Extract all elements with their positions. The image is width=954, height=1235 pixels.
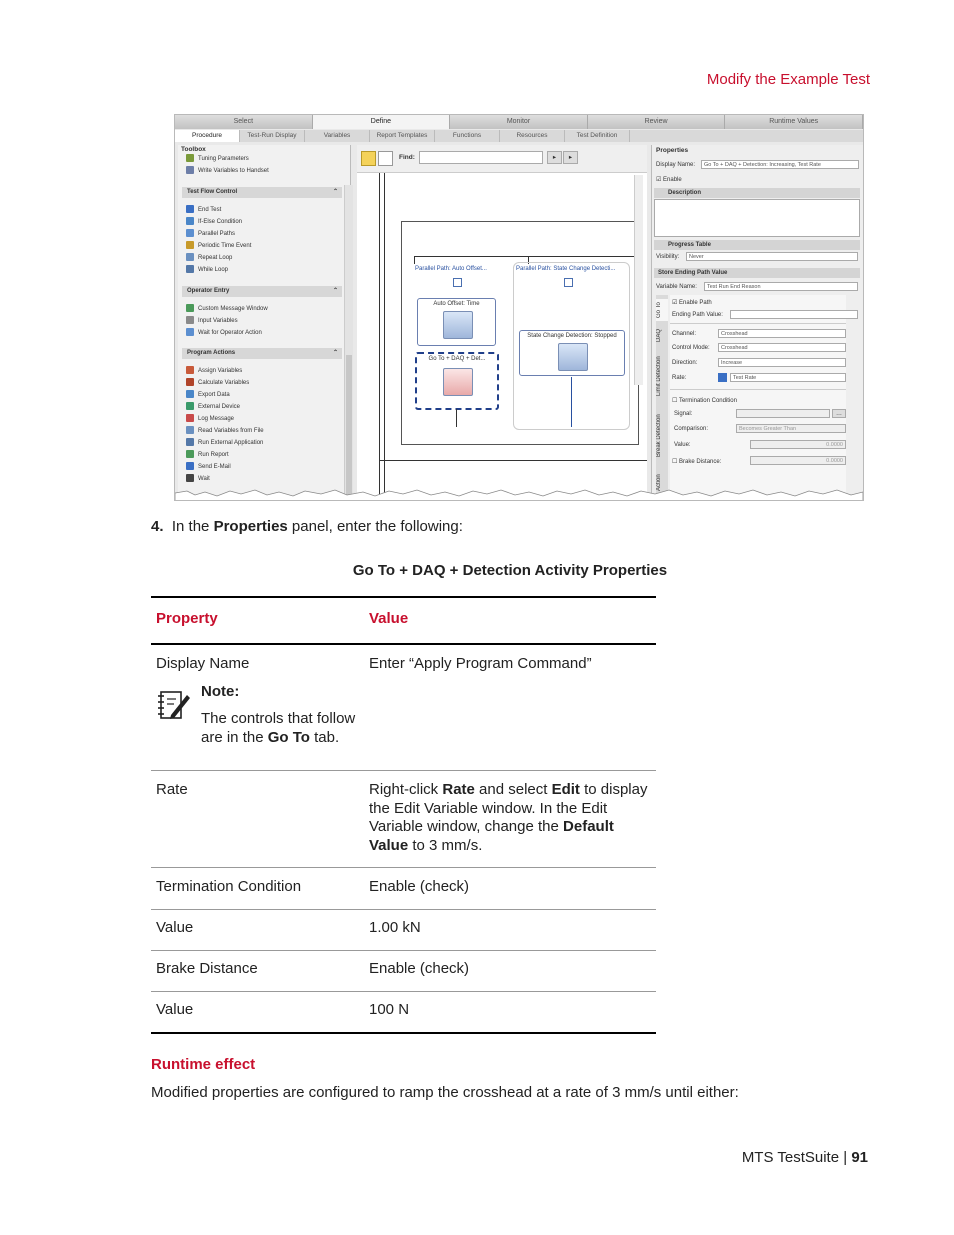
- visibility-select[interactable]: Never: [686, 252, 858, 261]
- flow-view-icon[interactable]: [361, 151, 376, 166]
- tab-functions[interactable]: Functions: [435, 130, 500, 142]
- toolbox-item[interactable]: Send E-Mail: [186, 462, 231, 473]
- tab-variables[interactable]: Variables: [305, 130, 370, 142]
- table-cell: Right-click Rate and select Edit to display the Edit Variable window. In the Edit Variable window, change the Default Value to 3 mm/s.: [369, 781, 648, 854]
- parallel-path-label: Parallel Path: Auto Offset...: [415, 266, 487, 272]
- section-program-actions[interactable]: Program Actions ⌃: [182, 348, 342, 359]
- section-test-flow-control[interactable]: Test Flow Control ⌃: [182, 187, 342, 198]
- calculate-icon: [186, 378, 194, 386]
- variable-name-label: Variable Name:: [656, 284, 697, 290]
- signal-label: Signal:: [674, 411, 693, 417]
- page-footer: MTS TestSuite | 91: [741, 1149, 868, 1166]
- toolbox-item[interactable]: Wait: [186, 474, 210, 485]
- runtime-effect-text: Modified properties are configured to ramp the crosshead at a rate of 3 mm/s until either:: [151, 1084, 739, 1101]
- find-label: Find:: [399, 154, 415, 161]
- control-mode-label: Control Mode:: [672, 345, 710, 351]
- tab-test-run-display[interactable]: Test-Run Display: [240, 130, 305, 142]
- activity-state-change[interactable]: State Change Detection: Stopped: [519, 330, 625, 376]
- rate-label: Rate:: [672, 375, 687, 381]
- export-icon: [186, 390, 194, 398]
- table-caption: Go To + DAQ + Detection Activity Properties: [352, 562, 668, 579]
- toolbox-title: Toolbox: [181, 146, 206, 153]
- ending-path-select[interactable]: [730, 310, 858, 319]
- note-icon: [157, 687, 191, 721]
- section-operator-entry[interactable]: Operator Entry ⌃: [182, 286, 342, 297]
- browse-button[interactable]: …: [832, 409, 846, 418]
- table-cell: 100 N: [369, 1001, 410, 1018]
- find-input[interactable]: [419, 151, 543, 164]
- find-next-icon[interactable]: ▸: [547, 151, 562, 164]
- properties-title: Properties: [656, 147, 689, 154]
- log-message-icon: [186, 414, 194, 422]
- input-variables-icon: [186, 316, 194, 324]
- run-app-icon: [186, 438, 194, 446]
- toolbox-item[interactable]: Export Data: [186, 390, 230, 401]
- rate-select[interactable]: Test Rate: [730, 373, 846, 382]
- toolbox-item[interactable]: Periodic Time Event: [186, 241, 251, 252]
- list-view-icon[interactable]: [378, 151, 393, 166]
- toolbox-item[interactable]: End Test: [186, 205, 221, 216]
- activity-go-to-daq[interactable]: Go To + DAQ + Det...: [415, 352, 499, 410]
- variable-name-select[interactable]: Test Run End Reason: [704, 282, 858, 291]
- end-test-icon: [186, 205, 194, 213]
- description-input[interactable]: [654, 199, 860, 237]
- table-cell: Value: [156, 1001, 194, 1018]
- value-label: Value:: [674, 442, 691, 448]
- toolbox-item[interactable]: Read Variables from File: [186, 426, 264, 437]
- read-file-icon: [186, 426, 194, 434]
- table-cell: Value: [156, 919, 194, 936]
- table-cell: Enable (check): [369, 878, 470, 895]
- tab-review[interactable]: Review: [588, 115, 726, 129]
- note-text: The controls that follow are in the Go To tab.: [201, 710, 356, 746]
- if-else-icon: [186, 217, 194, 225]
- vtab-daq[interactable]: DAQ: [656, 328, 662, 342]
- control-mode-select[interactable]: Crosshead: [718, 343, 846, 352]
- channel-label: Channel:: [672, 331, 697, 337]
- vtab-break-detection[interactable]: Break Detection: [656, 414, 662, 458]
- find-prev-icon[interactable]: ▸: [563, 151, 578, 164]
- tab-select[interactable]: Select: [175, 115, 313, 129]
- signal-select[interactable]: [736, 409, 830, 418]
- comparison-label: Comparison:: [674, 426, 709, 432]
- toolbox-item[interactable]: Parallel Paths: [186, 229, 235, 240]
- brake-distance-checkbox[interactable]: ☐ Brake Distance:: [672, 459, 722, 465]
- wait-icon: [186, 474, 194, 482]
- value-input[interactable]: 0.0000: [750, 440, 846, 449]
- canvas-scrollbar[interactable]: [634, 175, 643, 385]
- toolbox-item[interactable]: Write Variables to Handset: [186, 166, 269, 177]
- vtab-go-to[interactable]: Go To: [656, 299, 668, 321]
- table-cell: Brake Distance: [156, 960, 258, 977]
- toolbox-item[interactable]: Run External Application: [186, 438, 263, 449]
- brake-distance-input[interactable]: 0.0000: [750, 456, 846, 465]
- go-to-icon: [443, 368, 473, 396]
- step-4: 4. In the Properties panel, enter the following:: [151, 518, 463, 535]
- tab-define[interactable]: Define: [313, 115, 451, 129]
- toolbox-item[interactable]: If-Else Condition: [186, 217, 242, 228]
- tab-test-definition[interactable]: Test Definition: [565, 130, 630, 142]
- expand-icon[interactable]: [453, 278, 462, 287]
- expand-icon[interactable]: [564, 278, 573, 287]
- external-device-icon: [186, 402, 194, 410]
- collapse-icon[interactable]: ⌃: [332, 350, 338, 356]
- collapse-icon[interactable]: ⌃: [332, 189, 338, 195]
- column-header-value: Value: [369, 610, 409, 627]
- toolbox-item[interactable]: Wait for Operator Action: [186, 328, 262, 339]
- toolbox-item[interactable]: Tuning Parameters: [186, 154, 249, 165]
- toolbox-scrollbar[interactable]: [344, 185, 353, 500]
- runtime-effect-heading: Runtime effect: [151, 1056, 256, 1073]
- toolbox-panel: [178, 145, 351, 500]
- termination-checkbox[interactable]: ☐ Termination Condition: [672, 398, 737, 404]
- toolbox-item[interactable]: Run Report: [186, 450, 229, 461]
- auto-offset-icon: [443, 311, 473, 339]
- tab-resources[interactable]: Resources: [500, 130, 565, 142]
- run-report-icon: [186, 450, 194, 458]
- toolbox-item[interactable]: Custom Message Window: [186, 304, 268, 315]
- scroll-thumb[interactable]: [346, 355, 352, 501]
- table-cell: Termination Condition: [156, 878, 302, 895]
- toolbox-item[interactable]: Calculate Variables: [186, 378, 249, 389]
- handset-icon: [186, 166, 194, 174]
- toolbox-item[interactable]: Input Variables: [186, 316, 238, 327]
- display-name-label: Display Name:: [656, 162, 696, 168]
- activity-auto-offset[interactable]: Auto Offset: Time: [417, 298, 496, 346]
- vertical-tabs: [656, 295, 668, 500]
- ending-path-label: Ending Path Value:: [672, 312, 723, 318]
- enable-checkbox[interactable]: ☑ Enable: [656, 177, 682, 183]
- main-tabs: [175, 115, 863, 129]
- procedure-canvas[interactable]: [357, 145, 647, 500]
- enable-path-checkbox[interactable]: ☑ Enable Path: [672, 300, 712, 306]
- table-cell: Enable (check): [369, 960, 470, 977]
- channel-select[interactable]: Crosshead: [718, 329, 846, 338]
- table-cell: Rate: [156, 781, 188, 798]
- display-name-input[interactable]: Go To + DAQ + Detection: Increasing, Test Rate: [701, 160, 859, 169]
- note-title: Note:: [201, 683, 240, 700]
- section-title: Modify the Example Test: [706, 71, 870, 88]
- vtab-action[interactable]: Action: [656, 474, 662, 492]
- toolbox-item[interactable]: Log Message: [186, 414, 234, 425]
- properties-panel: [651, 145, 864, 500]
- column-header-property: Property: [156, 610, 218, 627]
- parallel-paths-icon: [186, 229, 194, 237]
- go-to-tab-content: [670, 295, 846, 500]
- tab-report-templates[interactable]: Report Templates: [370, 130, 435, 142]
- flow-diagram: [401, 221, 639, 445]
- torn-edge: [175, 488, 863, 501]
- toolbox-item[interactable]: External Device: [186, 402, 240, 413]
- variable-icon[interactable]: [718, 373, 727, 382]
- direction-select[interactable]: Increase: [718, 358, 846, 367]
- store-ending-path-header: Store Ending Path Value: [654, 268, 860, 278]
- toolbox-item[interactable]: Repeat Loop: [186, 253, 232, 264]
- comparison-select[interactable]: Becomes Greater Than: [736, 424, 846, 433]
- message-window-icon: [186, 304, 194, 312]
- while-loop-icon: [186, 265, 194, 273]
- periodic-event-icon: [186, 241, 194, 249]
- collapse-icon[interactable]: ⌃: [332, 288, 338, 294]
- table-cell: Display Name: [156, 655, 250, 672]
- tab-runtime-values[interactable]: Runtime Values: [725, 115, 863, 129]
- table-cell: 1.00 kN: [369, 919, 421, 936]
- tuning-icon: [186, 154, 194, 162]
- operator-action-icon: [186, 328, 194, 336]
- vtab-limit-detection[interactable]: Limit Detection: [656, 356, 662, 396]
- software-screenshot: [174, 114, 864, 501]
- tab-monitor[interactable]: Monitor: [450, 115, 588, 129]
- toolbox-item[interactable]: While Loop: [186, 265, 228, 276]
- repeat-loop-icon: [186, 253, 194, 261]
- tab-procedure[interactable]: Procedure: [175, 130, 240, 142]
- visibility-label: Visibility:: [656, 254, 680, 260]
- table-cell: Enter “Apply Program Command”: [369, 655, 592, 672]
- progress-table-header[interactable]: Progress Table: [654, 240, 860, 250]
- canvas-toolbar: [357, 145, 647, 173]
- direction-label: Direction:: [672, 360, 698, 366]
- detection-icon: [558, 343, 588, 371]
- description-header[interactable]: Description: [654, 188, 860, 198]
- assign-icon: [186, 366, 194, 374]
- email-icon: [186, 462, 194, 470]
- parallel-path-label: Parallel Path: State Change Detecti...: [516, 266, 616, 272]
- sub-tabs: [175, 130, 863, 142]
- toolbox-item[interactable]: Assign Variables: [186, 366, 242, 377]
